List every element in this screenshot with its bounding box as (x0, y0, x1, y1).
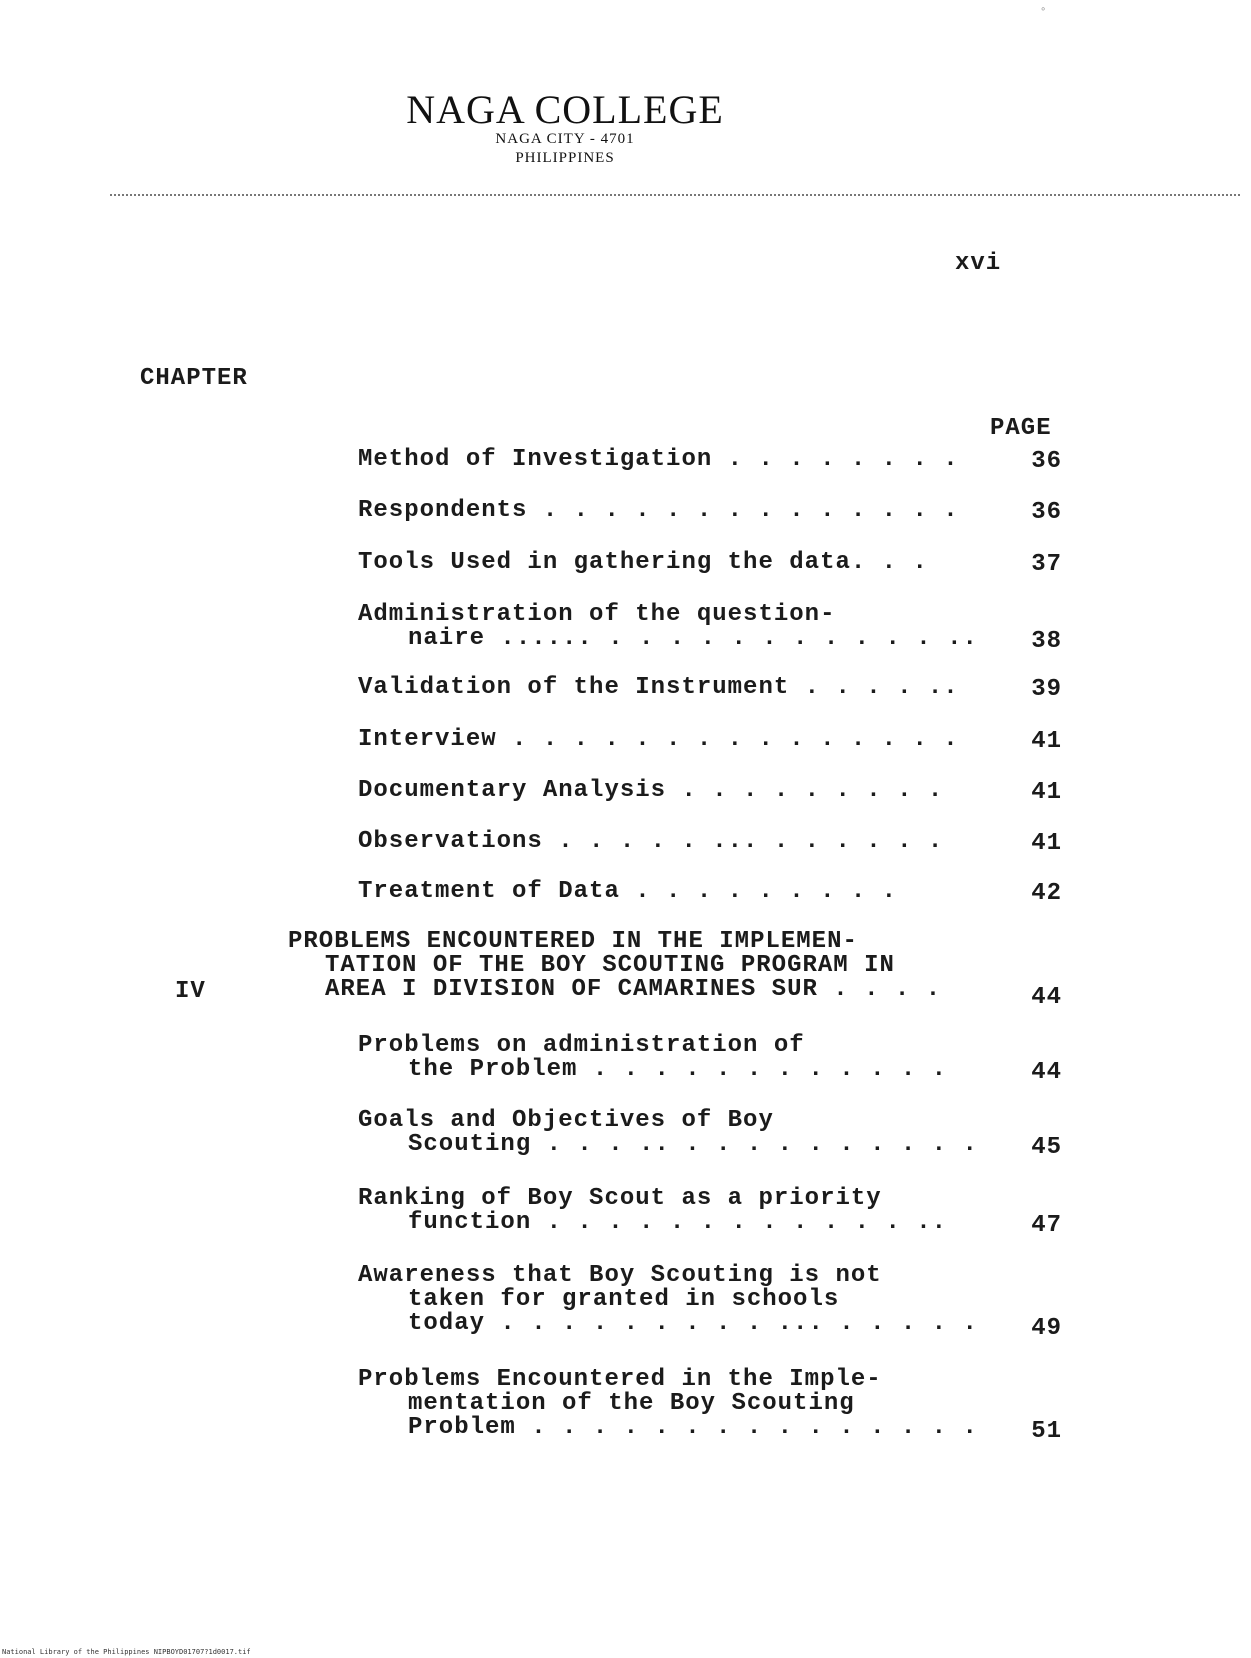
toc-entry-page: 41 (1031, 728, 1062, 755)
page-column-heading: PAGE (990, 415, 1052, 442)
toc-entry-page: 45 (1031, 1134, 1062, 1161)
letterhead-divider (110, 194, 1240, 196)
toc-entry-text (358, 880, 897, 904)
toc-entry-line: Ranking of Boy Scout as a priority (358, 1185, 882, 1212)
chapter-number: IV (175, 978, 206, 1005)
chapter-title-line: AREA I DIVISION OF CAMARINES SUR . . . . (325, 976, 942, 1003)
toc-entry-page: 41 (1031, 779, 1062, 806)
toc-entry-line: naire ...... . . . . . . . . . . . .. (408, 625, 978, 652)
toc-entry-text (358, 603, 978, 651)
page-number: xvi (955, 250, 1002, 277)
toc-entry-line: Treatment of Data . . . . . . . . . (358, 878, 898, 905)
toc-entry-line: Awareness that Boy Scouting is not (358, 1262, 882, 1289)
toc-entry-line: the Problem . . . . . . . . . . . . (408, 1056, 948, 1083)
toc-entry-line: Method of Investigation . . . . . . . . (358, 446, 959, 473)
toc-entry-page: 47 (1031, 1212, 1062, 1239)
toc-entry-text (358, 1034, 947, 1082)
toc-entry-line: Goals and Objectives of Boy (358, 1107, 774, 1134)
toc-entry-page: 36 (1031, 448, 1062, 475)
chapter-title (288, 930, 941, 1002)
chapter-title-line: TATION OF THE BOY SCOUTING PROGRAM IN (325, 952, 895, 979)
toc-entry-line: Problems Encountered in the Imple- (358, 1366, 882, 1393)
toc-entry-text (358, 830, 943, 854)
toc-entry-page: 44 (1031, 1059, 1062, 1086)
toc-entry-page: 49 (1031, 1315, 1062, 1342)
toc-entry-text (358, 448, 959, 472)
toc-entry-line: Documentary Analysis . . . . . . . . . (358, 777, 944, 804)
toc-entry-text (358, 1109, 978, 1157)
toc-entry-line: Problems on administration of (358, 1032, 805, 1059)
toc-entry-line: Administration of the question- (358, 601, 836, 628)
letterhead-country: PHILIPPINES (515, 150, 615, 166)
toc-entry-page: 44 (1031, 984, 1062, 1011)
toc-entry-text (358, 779, 943, 803)
toc-entry-line: Scouting . . . .. . . . . . . . . . . (408, 1131, 978, 1158)
toc-entry-line: today . . . . . . . . . ... . . . . . (408, 1310, 978, 1337)
toc-entry-page: 51 (1031, 1418, 1062, 1445)
chapter-column-heading: CHAPTER (140, 365, 248, 392)
scan-speck: ∘ (1040, 4, 1047, 15)
toc-entry-page: 42 (1031, 880, 1062, 907)
toc-entry-text (358, 676, 959, 700)
archive-footer: National Library of the Philippines NIPBOYD01707?1d0017.tif (2, 1648, 251, 1656)
toc-entry-line: function . . . . . . . . . . . . .. (408, 1209, 948, 1236)
letterhead-name: NAGA COLLEGE (406, 87, 724, 132)
toc-entry-page: 39 (1031, 676, 1062, 703)
toc-entry-page: 36 (1031, 499, 1062, 526)
toc-entry-text (358, 551, 928, 575)
toc-entry-text (358, 499, 959, 523)
toc-entry-page: 37 (1031, 551, 1062, 578)
toc-entry-line: taken for granted in schools (408, 1286, 840, 1313)
toc-entry-text (358, 1264, 978, 1336)
letterhead-city: NAGA CITY - 4701 (495, 131, 635, 147)
toc-entry-text (358, 1187, 947, 1235)
toc-entry-page: 41 (1031, 830, 1062, 857)
toc-entry-line: Validation of the Instrument . . . . .. (358, 674, 959, 701)
toc-entry-page: 38 (1031, 628, 1062, 655)
toc-entry-line: Observations . . . . . ... . . . . . . (358, 828, 944, 855)
toc-entry-line: Tools Used in gathering the data. . . (358, 549, 928, 576)
toc-entry-line: mentation of the Boy Scouting (408, 1390, 855, 1417)
toc-entry-line: Respondents . . . . . . . . . . . . . . (358, 497, 959, 524)
toc-entry-text (358, 1368, 978, 1440)
toc-entry-text (358, 728, 959, 752)
toc-entry-line: Problem . . . . . . . . . . . . . . . (408, 1414, 978, 1441)
toc-entry-line: Interview . . . . . . . . . . . . . . . (358, 726, 959, 753)
chapter-title-line: PROBLEMS ENCOUNTERED IN THE IMPLEMEN- (288, 928, 858, 955)
